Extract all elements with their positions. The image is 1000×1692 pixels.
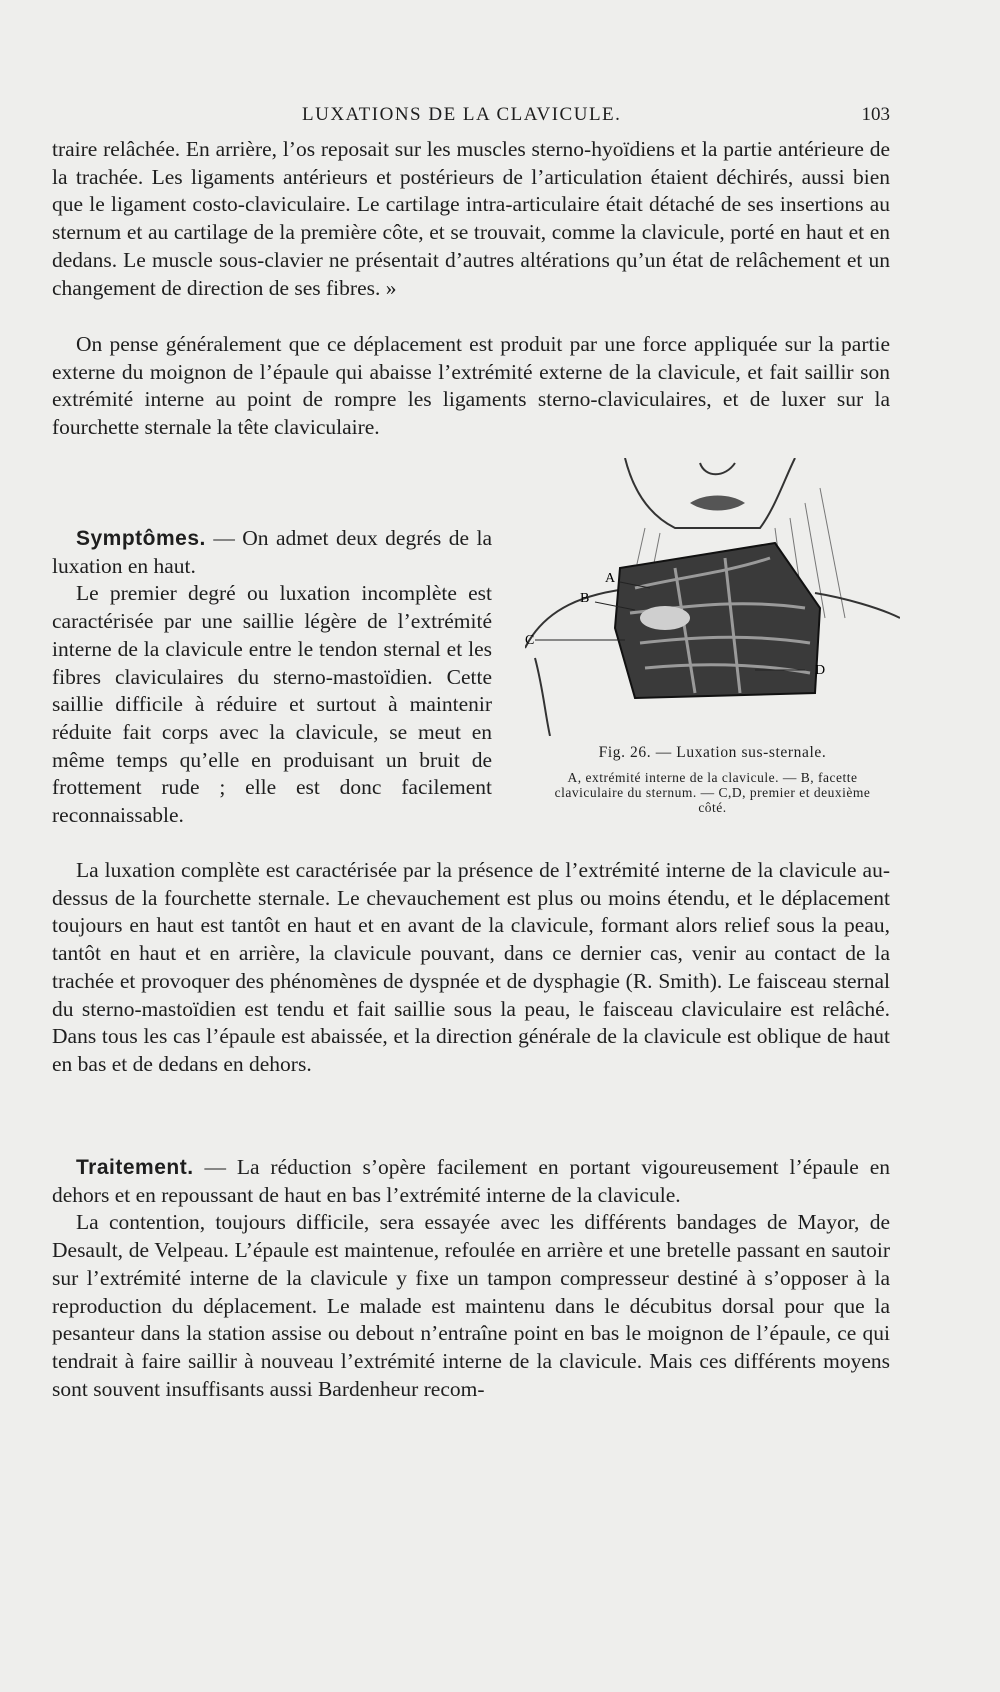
label-a: A	[605, 571, 616, 586]
paragraph-complete	[52, 857, 890, 1079]
mouth-icon	[690, 496, 745, 511]
paragraph-continuation	[52, 136, 890, 302]
symptomes-paragraph: Le premier degré ou luxation incomplète est caractérisée par une saillie légère de l’extrémité interne de la clavicule entre le tendon sternal et les fibres claviculaires du sterno-mastoïdien. Cette saillie difficile à réduire et surtout à maintenir réduite fait corps avec la clavicule, se meut en même temps qu’elle en produisant un bruit de frottement rude ; elle est donc facilement reconnaissable.	[52, 581, 492, 828]
clavicle-head-icon	[640, 606, 690, 630]
paragraph	[52, 331, 890, 442]
paragraph-mechanism	[52, 331, 890, 442]
traitement-intro	[52, 1154, 890, 1209]
figure-26	[525, 458, 900, 815]
section-lead: — La réduction s’opère facilement en portant vigoureusement l’épaule en dehors et en repoussant de haut en bas l’extrémité interne de la clavicule.	[52, 1155, 890, 1207]
section-heading: Symptômes.	[76, 527, 206, 550]
anatomical-illustration	[525, 458, 900, 736]
figure-caption: Fig. 26. — Luxation sus-sternale.	[598, 744, 827, 761]
traitement-paragraph: La contention, toujours difficile, sera essayée avec les différents bandages de Mayor, de Desault, de Velpeau. L’épaule est maintenue, refoulée en arrière et une bretelle passant en sautoir sur l’extrémité interne de la clavicule y fixe un tampon compresseur destiné à s’opposer à la reproduction du déplacement. Le malade est maintenu dans le décubitus dorsal pour que la pesanteur dans la station assise ou debout n’entraîne point en bas le moignon de l’épaule, ce qui tendrait à faire saillir à nouveau l’extrémité interne de la clavicule. Mais ces différents moyens sont souvent insuffisants aussi Bardenheur recom-	[52, 1210, 890, 1401]
label-d: D	[815, 663, 826, 678]
running-title: LUXATIONS DE LA CLAVICULE.	[302, 104, 622, 125]
chin-outline	[625, 458, 795, 528]
paragraph-text: On pense généralement que ce déplacement est produit par une force appliquée sur la partie externe du moignon de l’épaule qui abaisse l’extrémité externe de la clavicule, et fait saillir son extrémité interne au point de rompre les ligaments sterno-claviculaires, et de luxer sur la fourchette sternale la tête claviculaire.	[52, 332, 890, 440]
section-lead: — On admet deux degrés de la luxation en haut.	[52, 526, 492, 578]
label-c: C	[525, 633, 535, 648]
arm-outline	[535, 658, 550, 736]
shoulder-outline	[815, 593, 900, 618]
symptomes-intro	[52, 525, 492, 580]
label-b: B	[580, 591, 590, 606]
page-number: 103	[861, 104, 890, 125]
section-heading: Traitement.	[76, 1156, 194, 1179]
paragraph: traire relâchée. En arrière, l’os reposait sur les muscles sterno-hyoïdiens et la partie antérieure de la trachée. Les ligaments antérieurs et postérieurs de l’articulation étaient déchirés, aussi bien que le ligament costo-claviculaire. Le cartilage intra-articulaire était détaché de ses insertions au sternum et au cartilage de la première côte, et se trouvait, comme la clavicule, porté en haut et en dedans. Le muscle sous-clavier ne présentait d’autres altérations qu’un état de relâchement et un changement de direction de ses fibres. »	[52, 137, 890, 300]
section-symptomes	[52, 525, 492, 830]
paragraph: La luxation complète est caractérisée par la présence de l’extrémité interne de la clavicule au-dessus de la fourchette sternale. Le chevauchement est plus ou moins étendu, et le déplacement toujours en haut est tantôt en haut et en avant de la clavicule, formant alors relief sous la peau, tantôt en haut et en arrière, la clavicule pouvant, dans ce dernier cas, venir au contact de la trachée et provoquer des phénomènes de dyspnée et de dysphagie (R. Smith). Le faisceau sternal du sterno-mastoïdien est tendu et fait saillie sous la peau, le faisceau claviculaire est relâché. Dans tous les cas l’épaule est abaissée, et la direction générale de la clavicule est oblique de haut en bas et de dedans en dehors.	[52, 858, 890, 1076]
nose-icon	[700, 463, 735, 474]
figure-legend: A, extrémité interne de la clavicule. — B, facette claviculaire du sternum. — C,D, premier et deuxième côté.	[554, 770, 871, 815]
section-traitement	[52, 1154, 890, 1403]
